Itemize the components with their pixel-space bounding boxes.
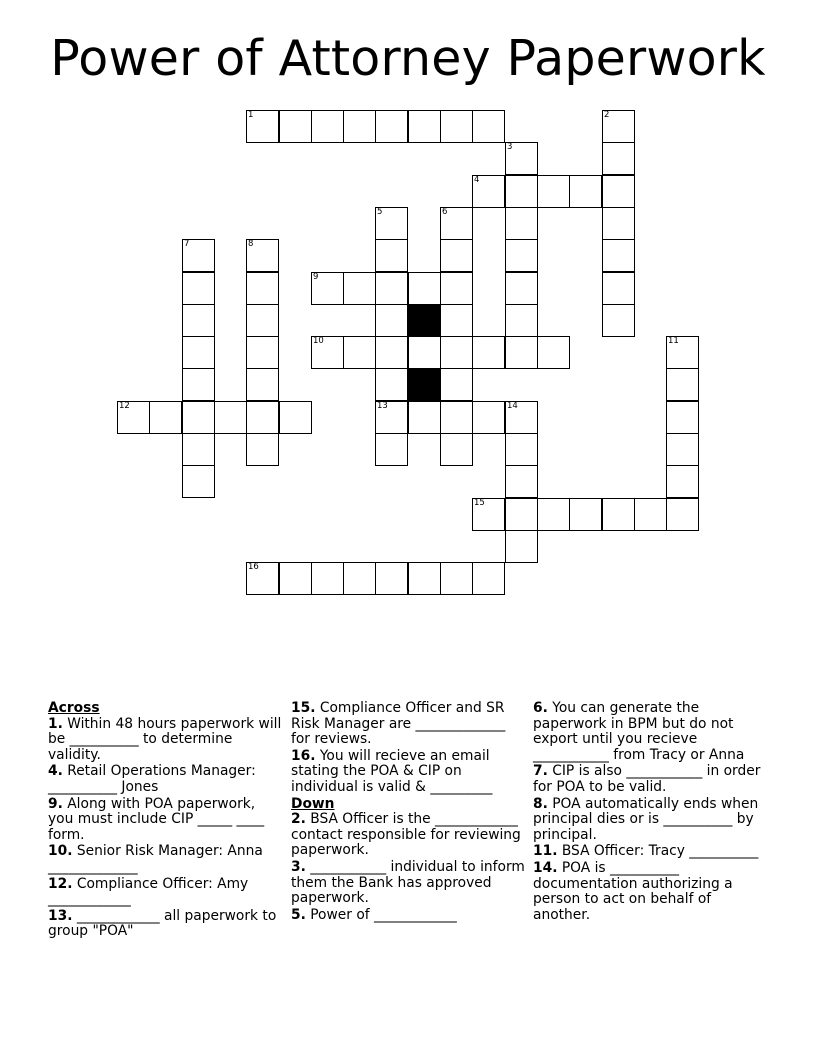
grid-cell[interactable] — [472, 562, 505, 595]
clue-number: 3. — [291, 858, 306, 875]
grid-cell[interactable] — [505, 465, 538, 498]
clue-item — [533, 844, 769, 860]
grid-cell[interactable] — [375, 336, 408, 369]
grid-cell[interactable] — [375, 401, 408, 434]
grid-cell[interactable] — [375, 562, 408, 595]
grid-cell[interactable] — [375, 110, 408, 143]
clue-number: 16 — [248, 562, 259, 572]
grid-cell[interactable] — [408, 336, 441, 369]
grid-cell[interactable] — [214, 401, 247, 434]
clue-text: Retail Operations Manager: __________ Jones — [48, 763, 256, 795]
clue-number: 14. — [533, 859, 558, 876]
grid-cell[interactable] — [666, 498, 699, 531]
grid-cell[interactable] — [246, 433, 279, 466]
grid-cell[interactable] — [602, 110, 635, 143]
grid-cell[interactable] — [505, 498, 538, 531]
grid-cell[interactable] — [472, 110, 505, 143]
grid-cell[interactable] — [440, 239, 473, 272]
clue-item — [533, 861, 769, 923]
clue-number: 11. — [533, 843, 558, 860]
clue-number: 2. — [291, 811, 306, 828]
clue-number: 13 — [377, 401, 388, 411]
grid-cell[interactable] — [505, 175, 538, 208]
grid-cell[interactable] — [246, 336, 279, 369]
grid-cell[interactable] — [182, 433, 215, 466]
clue-item — [291, 908, 527, 924]
clue-number: 13. — [48, 907, 73, 924]
grid-cell[interactable] — [440, 304, 473, 337]
grid-cell[interactable] — [246, 110, 279, 143]
grid-cell[interactable] — [246, 304, 279, 337]
grid-cell[interactable] — [182, 465, 215, 498]
clue-item — [533, 764, 769, 795]
grid-cell[interactable] — [279, 110, 312, 143]
clue-heading-down: Down — [291, 795, 335, 812]
grid-cell[interactable] — [408, 562, 441, 595]
clue-number: 10 — [313, 336, 324, 346]
grid-cell[interactable] — [246, 272, 279, 305]
grid-cell[interactable] — [472, 401, 505, 434]
grid-cell[interactable] — [375, 433, 408, 466]
clue-text: Power of ____________ — [305, 906, 457, 923]
grid-cell[interactable] — [505, 304, 538, 337]
clue-number: 16. — [291, 747, 316, 764]
grid-cell[interactable] — [117, 401, 150, 434]
clue-text: Compliance Officer: Amy ____________ — [48, 875, 249, 908]
grid-block-cell — [408, 368, 441, 401]
grid-cell[interactable] — [246, 239, 279, 272]
grid-cell[interactable] — [440, 110, 473, 143]
grid-cell[interactable] — [505, 239, 538, 272]
clue-number: 12 — [119, 401, 130, 411]
grid-cell[interactable] — [440, 336, 473, 369]
grid-cell[interactable] — [182, 239, 215, 272]
grid-cell[interactable] — [440, 272, 473, 305]
clue-number: 14 — [507, 401, 518, 411]
grid-cell[interactable] — [246, 562, 279, 595]
clue-item — [533, 701, 769, 763]
grid-cell[interactable] — [182, 401, 215, 434]
grid-cell[interactable] — [311, 110, 344, 143]
grid-cell[interactable] — [537, 175, 570, 208]
grid-cell[interactable] — [375, 272, 408, 305]
grid-cell[interactable] — [440, 433, 473, 466]
clue-heading-across: Across — [48, 700, 100, 716]
grid-cell[interactable] — [343, 272, 376, 305]
clue-item — [291, 701, 527, 748]
grid-cell[interactable] — [182, 336, 215, 369]
grid-cell[interactable] — [408, 272, 441, 305]
clue-item — [533, 797, 769, 844]
grid-cell[interactable] — [440, 207, 473, 240]
clue-number: 15. — [291, 700, 316, 716]
clue-text: ____________ all paperwork to group "POA" — [48, 907, 277, 940]
clue-text: Senior Risk Manager: Anna _____________ — [48, 843, 263, 875]
grid-cell[interactable] — [375, 368, 408, 401]
grid-cell[interactable] — [505, 530, 538, 563]
grid-cell[interactable] — [505, 207, 538, 240]
grid-cell[interactable] — [343, 110, 376, 143]
clue-number: 11 — [668, 336, 679, 346]
clue-text: POA is __________ documentation authorizing a person to act on behalf of another. — [533, 859, 733, 923]
grid-cell[interactable] — [279, 401, 312, 434]
clue-text: Within 48 hours paperwork will be __________ to determine validity. — [48, 715, 282, 763]
grid-cell[interactable] — [666, 433, 699, 466]
grid-cell[interactable] — [440, 401, 473, 434]
clue-item — [48, 764, 284, 795]
puzzle-title: Power of Attorney Paperwork — [50, 30, 766, 87]
grid-cell[interactable] — [440, 368, 473, 401]
grid-cell[interactable] — [602, 142, 635, 175]
grid-cell[interactable] — [440, 562, 473, 595]
grid-cell[interactable] — [182, 368, 215, 401]
clue-item — [48, 909, 284, 940]
grid-cell[interactable] — [505, 336, 538, 369]
clue-number: 10. — [48, 843, 73, 860]
clue-number: 5 — [377, 207, 383, 217]
grid-cell[interactable] — [505, 401, 538, 434]
clue-text: You will recieve an email stating the POA & CIP on individual is valid & _________ — [291, 747, 493, 795]
clue-item — [48, 844, 284, 875]
grid-cell[interactable] — [375, 207, 408, 240]
grid-cell[interactable] — [311, 562, 344, 595]
clue-text: BSA Officer: Tracy __________ — [557, 843, 759, 860]
grid-cell[interactable] — [666, 465, 699, 498]
clue-number: 9 — [313, 272, 319, 282]
clue-column-1 — [48, 701, 284, 941]
grid-cell[interactable] — [666, 336, 699, 369]
clue-number: 4. — [48, 763, 63, 780]
grid-cell[interactable] — [537, 498, 570, 531]
grid-cell[interactable] — [182, 272, 215, 305]
clue-text: ___________ individual to inform them the Bank has approved paperwork. — [291, 858, 525, 907]
clue-number: 8. — [533, 795, 548, 812]
clue-number: 9. — [48, 795, 63, 812]
clue-item — [291, 860, 527, 907]
grid-cell[interactable] — [311, 272, 344, 305]
grid-cell[interactable] — [408, 110, 441, 143]
clue-item — [48, 717, 284, 764]
clue-column-2 — [291, 701, 527, 924]
clue-number: 1. — [48, 715, 63, 732]
grid-cell[interactable] — [602, 272, 635, 305]
grid-cell[interactable] — [602, 207, 635, 240]
grid-cell[interactable] — [279, 562, 312, 595]
grid-cell[interactable] — [408, 401, 441, 434]
grid-cell[interactable] — [246, 368, 279, 401]
grid-cell[interactable] — [569, 498, 602, 531]
clue-number: 5. — [291, 906, 306, 923]
clue-number: 1 — [248, 110, 254, 120]
grid-cell[interactable] — [182, 304, 215, 337]
grid-cell[interactable] — [634, 498, 667, 531]
grid-cell[interactable] — [149, 401, 182, 434]
clue-text: Compliance Officer and SR Risk Manager are _____________ for reviews. — [291, 700, 506, 748]
clue-item — [291, 812, 527, 859]
clue-number: 3 — [507, 142, 513, 152]
grid-cell[interactable] — [246, 401, 279, 434]
grid-cell[interactable] — [602, 304, 635, 337]
clue-number: 15 — [474, 498, 485, 508]
grid-cell[interactable] — [666, 401, 699, 434]
clue-text: Along with POA paperwork, you must include CIP _____ ____ form. — [48, 795, 265, 843]
clue-number: 12. — [48, 875, 73, 892]
clue-item — [48, 877, 284, 908]
clue-text: You can generate the paperwork in BPM but do not export until you recieve ___________ from Tracy or Anna — [533, 700, 745, 763]
clue-text: CIP is also ___________ in order for POA to be valid. — [533, 763, 761, 795]
clue-number: 7. — [533, 763, 548, 780]
clue-item — [48, 797, 284, 844]
clue-item — [291, 749, 527, 796]
grid-cell[interactable] — [375, 304, 408, 337]
grid-cell[interactable] — [505, 142, 538, 175]
clue-text: BSA Officer is the ____________ contact responsible for reviewing paperwork. — [291, 811, 521, 859]
grid-cell[interactable] — [505, 433, 538, 466]
grid-cell[interactable] — [472, 336, 505, 369]
grid-cell[interactable] — [602, 239, 635, 272]
clue-number: 4 — [474, 175, 480, 185]
grid-cell[interactable] — [537, 336, 570, 369]
grid-cell[interactable] — [505, 272, 538, 305]
clue-number: 2 — [604, 110, 610, 120]
grid-cell[interactable] — [602, 498, 635, 531]
clue-number: 8 — [248, 239, 254, 249]
grid-cell[interactable] — [569, 175, 602, 208]
clue-number: 6 — [442, 207, 448, 217]
clue-number: 6. — [533, 700, 548, 716]
grid-cell[interactable] — [311, 336, 344, 369]
grid-cell[interactable] — [602, 175, 635, 208]
grid-cell[interactable] — [472, 498, 505, 531]
clue-column-3 — [533, 701, 769, 924]
clue-text: POA automatically ends when principal dies or is __________ by principal. — [533, 795, 759, 843]
clue-number: 7 — [184, 239, 190, 249]
grid-cell[interactable] — [375, 239, 408, 272]
grid-cell[interactable] — [343, 562, 376, 595]
grid-cell[interactable] — [343, 336, 376, 369]
grid-cell[interactable] — [666, 368, 699, 401]
grid-block-cell — [408, 304, 441, 337]
grid-cell[interactable] — [472, 175, 505, 208]
